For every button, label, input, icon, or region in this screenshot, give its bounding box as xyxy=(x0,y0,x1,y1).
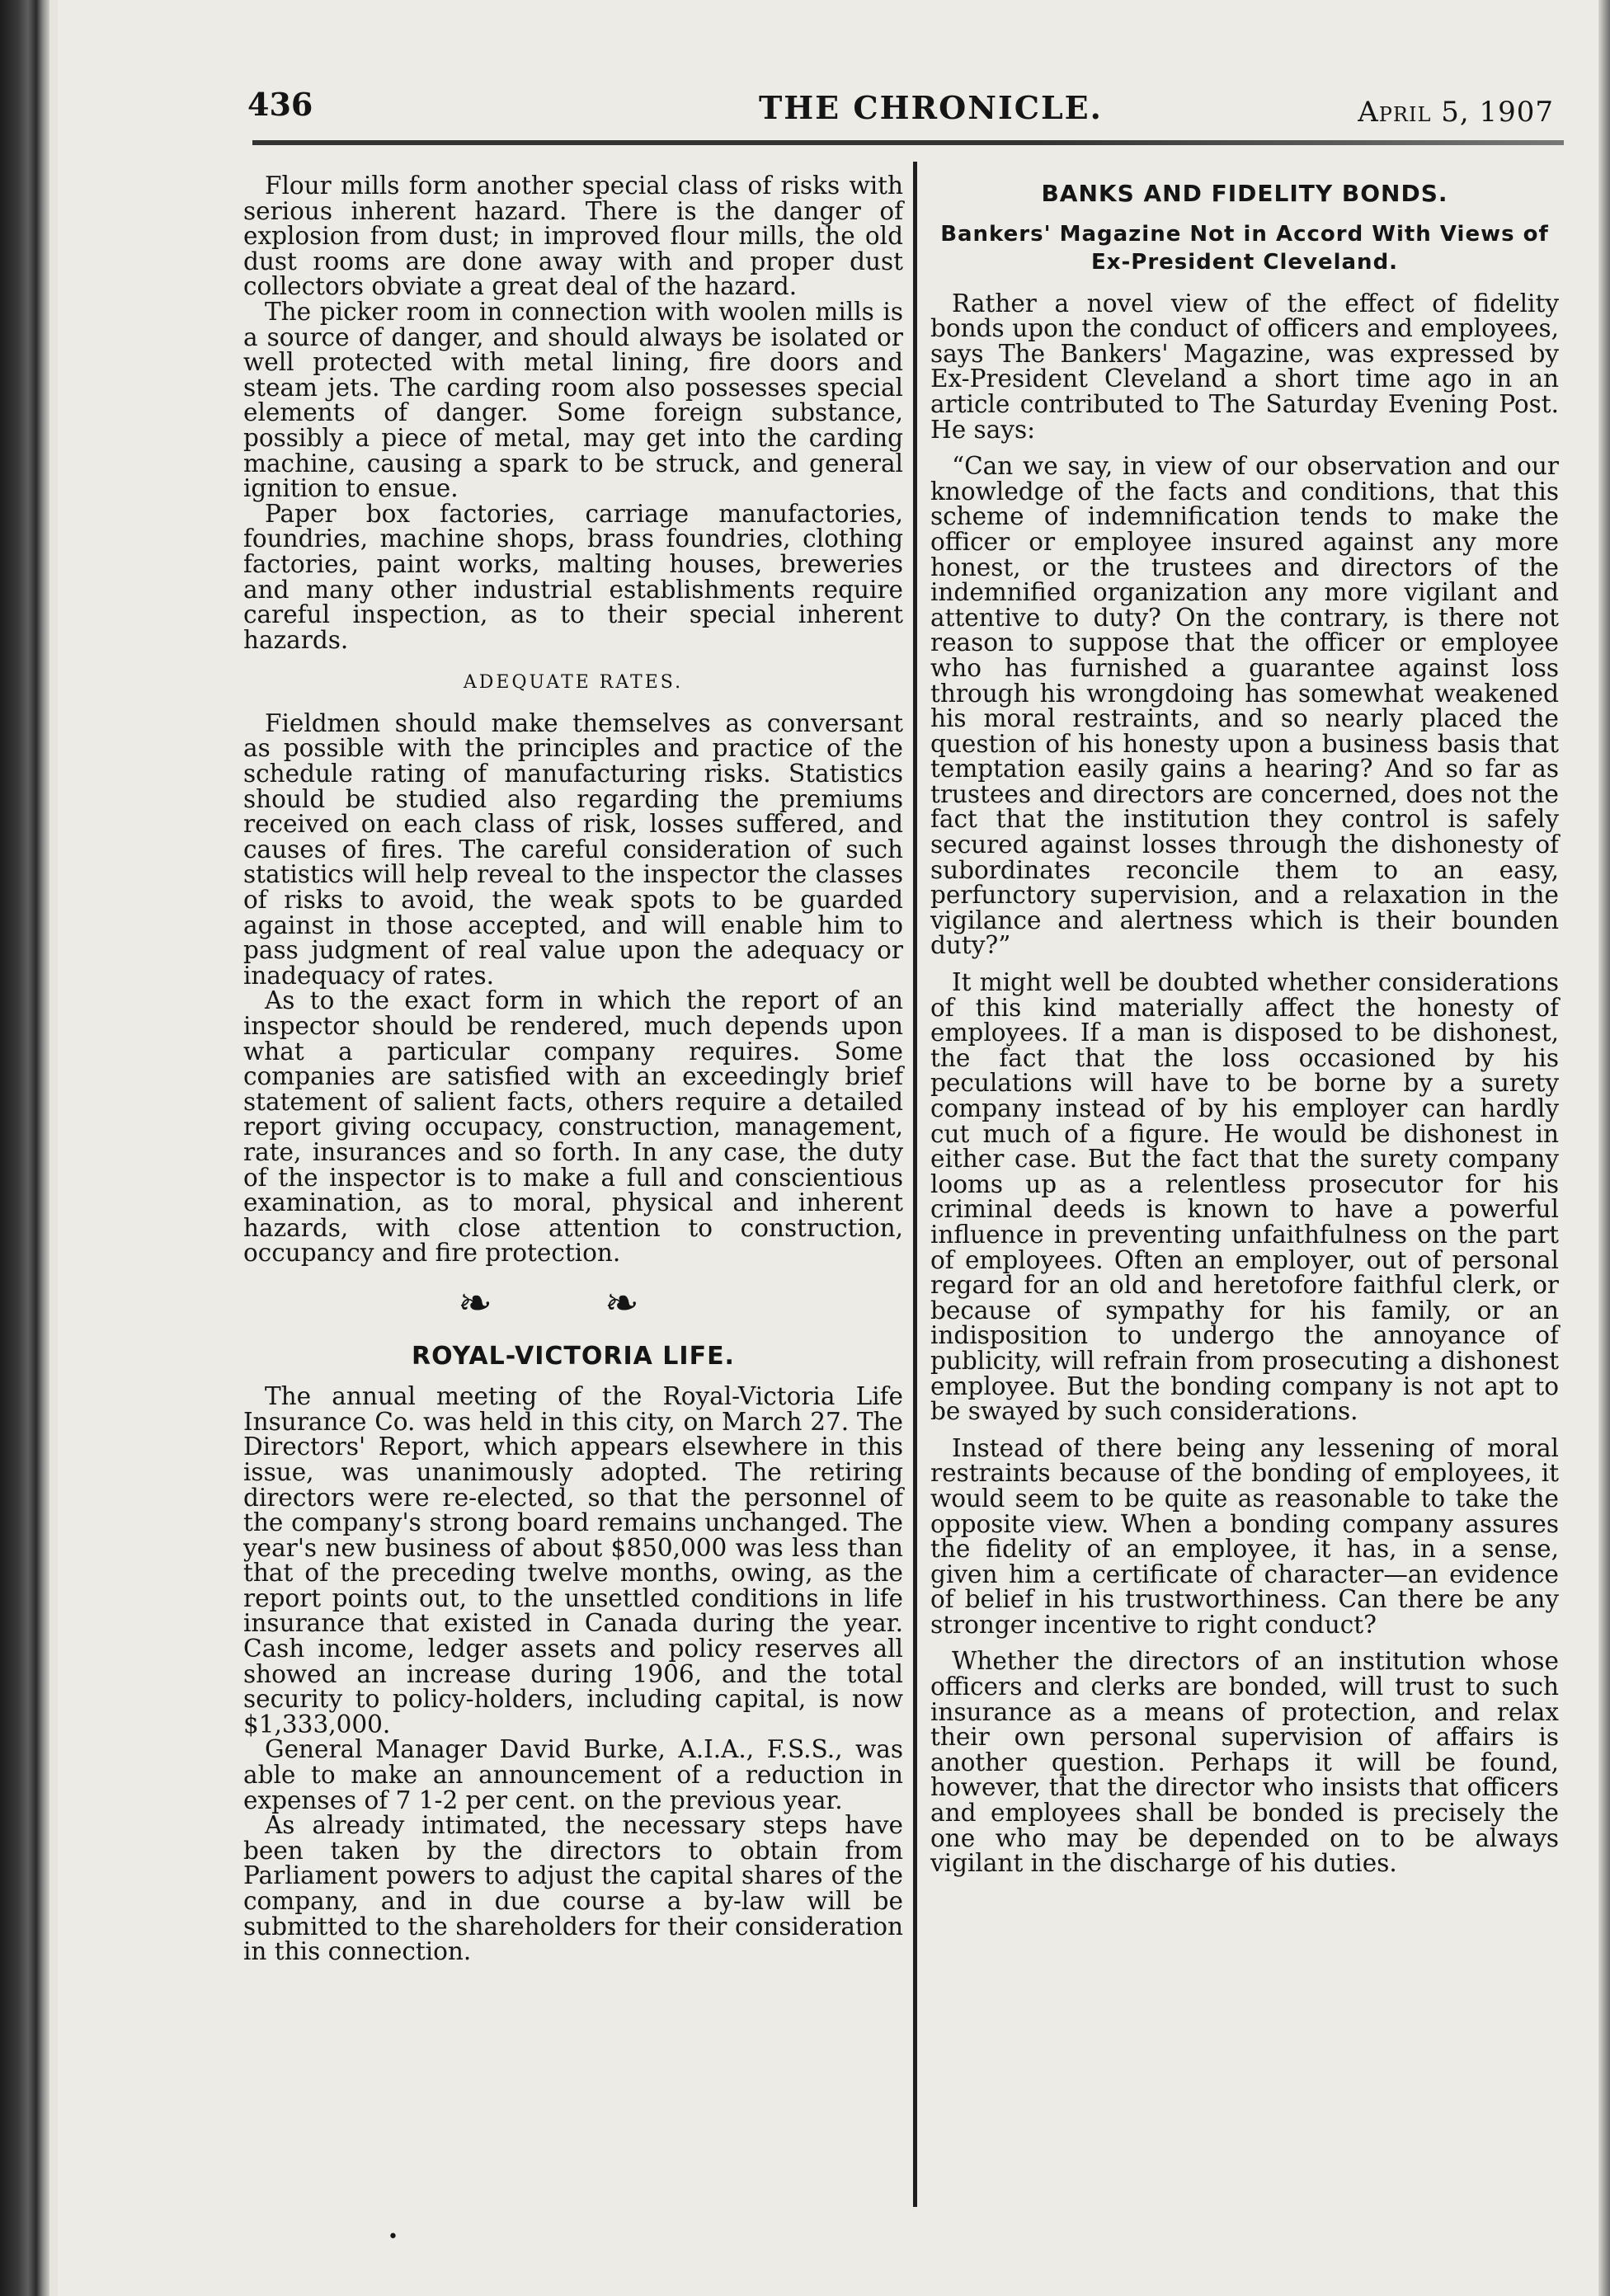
header-rule xyxy=(252,140,1564,145)
page-header xyxy=(247,86,1567,144)
paragraph-inspector-report: As to the exact form in which the report of an inspector should be rendered, much depends upon what a particular company requires. Some companies are satisfied with an exceedingly brief statement of salient facts, others require a detailed report giving occupacy, construction, management, rate, insurances and so forth. In any case, the duty of the inspector is to make a full and conscientious examination, as to moral, physical and inherent hazards, with close attention to construction, occupancy and fire protection. xyxy=(243,986,903,1268)
paragraph-capital-shares: As already intimated, the necessary steps have been taken by the directors to obtain from Parliament powers to adjust the capital shares of the company, and in due course a by-law will be submitted to the shareholders for their consideration in this connection. xyxy=(243,1811,903,1966)
article-title-royal-victoria: ROYAL-VICTORIA LIFE. xyxy=(412,1341,735,1371)
right-column xyxy=(930,173,1559,1876)
book-binding-edge xyxy=(0,0,49,2296)
section-heading-adequate-rates: ADEQUATE RATES. xyxy=(463,672,684,694)
journal-title: THE CHRONICLE. xyxy=(759,89,1103,126)
page-right-edge xyxy=(1598,0,1610,2296)
paragraph-annual-meeting: The annual meeting of the Royal-Victoria Life Insurance Co. was held in this city, on March 27. The Directors' Report, which appears elsewhere in this issue, was unanimously adopted. The retiring directors were re-elected, so that the personnel of the company's strong board remains unchanged. The year's new business of about $850,000 was less than that of the preceding twelve months, owing, as the report points out, to the unsettled conditions in life insurance that existed in Canada during the year. Cash income, ledger assets and policy reserves all showed an increase during 1906, and the total security to policy-holders, including capital, is now $1,333,000. xyxy=(243,1382,903,1738)
article-subtitle: Bankers' Magazine Not in Accord With Views of Ex-President Cleveland. xyxy=(940,221,1549,275)
page-number: 436 xyxy=(247,86,313,123)
left-column xyxy=(243,173,903,1964)
section-ornament: ❧ ❧ xyxy=(458,1278,689,1327)
article-title-banks-fidelity: BANKS AND FIDELITY BONDS. xyxy=(1041,180,1448,207)
paragraph-fieldmen: Fieldmen should make themselves as conversant as possible with the principles and practice of the schedule rating of manufacturing risks. Statistics should be studied also regarding the premiums received on each class of risk, losses suffered, and causes of fires. The careful consideration of such statistics will help reveal to the inspector the classes of risks to avoid, the weak spots to be guarded against in those accepted, and will enable him to pass judgment of real value upon the adequacy or inadequacy of rates. xyxy=(243,708,903,990)
issue-date: April 5, 1907 xyxy=(1358,96,1554,129)
paragraph-novel-view: Rather a novel view of the effect of fidelity bonds upon the conduct of officers and employees, says The Bankers' Magazine, was expressed by Ex-President Cleveland a short time ago in an article contributed to The Saturday Evening Post. He says: xyxy=(930,289,1559,444)
paragraph-picker-room: The picker room in connection with woolen mills is a source of danger, and should always be isolated or well protected with metal lining, fire doors and steam jets. The carding room also possesses special elements of danger. Some foreign substance, possibly a piece of metal, may get into the carding machine, causing a spark to be struck, and general ignition to ensue. xyxy=(243,297,903,503)
print-mark: • xyxy=(388,2227,398,2247)
paragraph-whether-directors: Whether the directors of an institution whose officers and clerks are bonded, will trust to such insurance as a means of protection, and relax their own personal supervision of affairs is another question. Perhaps it will be found, however, that the director who insists that officers and employees shall be bonded is precisely the one who may be depended on to be always vigilant in the discharge of his duties. xyxy=(930,1647,1559,1878)
paragraph-doubted: It might well be doubted whether considerations of this kind materially affect the honesty of employees. If a man is disposed to be dishonest, the fact that the loss occasioned by his peculations will have to be borne by a surety company instead of by his employer can hardly cut much of a figure. He would be dishonest in either case. But the fact that the surety company looms up as a relentless prosecutor for his criminal deeds is known to have a powerful influence in preventing unfaithfulness on the part of employees. Often an employer, out of personal regard for an old and heretofore faithful clerk, or because of sympathy for his family, or an indisposition to undergo the annoyance of publicity, will refrain from prosecuting a dishonest employee. But the bonding company is not apt to be swayed by such considerations. xyxy=(930,968,1559,1426)
paragraph-flour-mills: Flour mills form another special class of risks with serious inherent hazard. There is the danger of explosion from dust; in improved flour mills, the old dust rooms are done away with and proper dust collectors obviate a great deal of the hazard. xyxy=(243,172,903,301)
paragraph-general-manager: General Manager David Burke, A.I.A., F.S.S., was able to make an announcement of a reduction in expenses of 7 1-2 per cent. on the previous year. xyxy=(243,1735,903,1814)
paragraph-instead: Instead of there being any lessening of moral restraints because of the bonding of employees, it would seem to be quite as reasonable to take the opposite view. When a bonding company assures the fidelity of an employee, it has, in a sense, given him a certificate of character—an evidence of belief in his trustworthiness. Can there be any stronger incentive to right conduct? xyxy=(930,1433,1559,1639)
paragraph-factories: Paper box factories, carriage manufactories, foundries, machine shops, brass foundries, clothing factories, paint works, malting houses, breweries and many other industrial establishments require careful inspection, as to their special inherent hazards. xyxy=(243,499,903,654)
quoted-passage-cleveland: “Can we say, in view of our observation and our knowledge of the facts and conditions, that this scheme of indemnification tends to make the officer or employee insured against any more honest, or the trustees and directors of the indemnified organization any more vigilant and attentive to duty? On the contrary, is there not reason to suppose that the officer or employee who has furnished a guarantee against loss through his wrongdoing has somewhat weakened his moral restraints, and so nearly placed the question of his honesty upon a business basis that temptation easily gains a hearing? And so far as trustees and directors are concerned, does not the fact that the institution they control is safely secured against losses through the dishonesty of subordinates reconcile them to an easy, perfunctory supervision, and a relaxation in the vigilance and alertness which is their bounden duty?” xyxy=(930,452,1559,960)
column-divider xyxy=(913,162,917,2207)
